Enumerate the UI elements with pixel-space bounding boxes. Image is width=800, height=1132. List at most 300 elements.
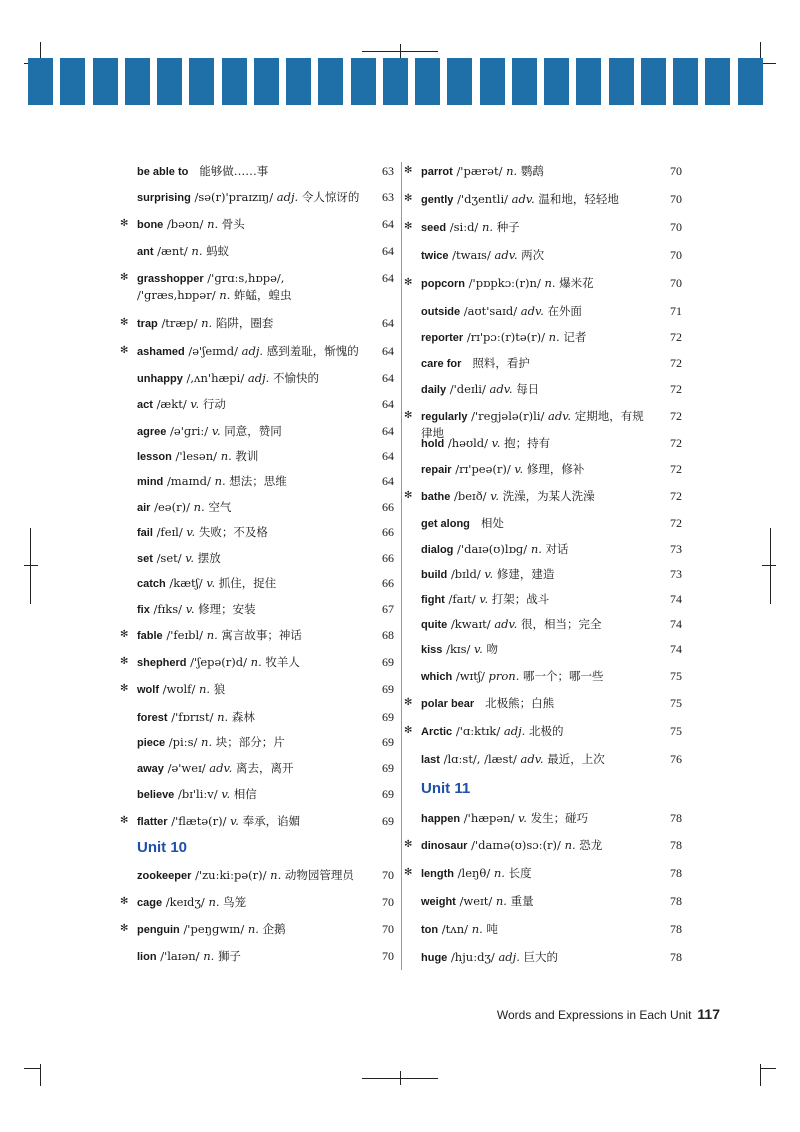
entry-page-number: 78 bbox=[670, 866, 682, 880]
entry-part-of-speech: v. bbox=[185, 551, 195, 565]
entry-word: wolf bbox=[137, 684, 159, 696]
entry-part-of-speech: n. bbox=[564, 838, 576, 852]
entry-meaning: 森林 bbox=[231, 710, 255, 724]
entry-part-of-speech: adv. bbox=[209, 761, 233, 775]
entry-part-of-speech: n. bbox=[548, 330, 560, 344]
entry-word: unhappy bbox=[137, 373, 183, 385]
entry-phonetic: /rɪ'peə(r)/ bbox=[455, 462, 511, 476]
entry-meaning: 能够做……事 bbox=[199, 164, 269, 178]
entry-phonetic: /ækt/ bbox=[156, 397, 187, 411]
entry-page-number: 64 bbox=[382, 474, 394, 488]
entry-phonetic: /tʌn/ bbox=[441, 922, 469, 936]
header-stripe bbox=[673, 58, 698, 105]
entry-page-number: 64 bbox=[382, 371, 394, 385]
key-word-star-icon: ✻ bbox=[120, 656, 129, 667]
key-word-star-icon: ✻ bbox=[120, 923, 129, 934]
key-word-star-icon: ✻ bbox=[404, 867, 413, 878]
entry-page-number: 72 bbox=[670, 462, 682, 476]
entry-part-of-speech: n. bbox=[206, 628, 218, 642]
entry-part-of-speech: n. bbox=[191, 244, 203, 258]
entry-word: huge bbox=[421, 952, 448, 964]
header-stripe bbox=[351, 58, 376, 105]
header-stripe bbox=[480, 58, 505, 105]
entry-meaning: 骨头 bbox=[221, 217, 245, 231]
entry-page-number: 69 bbox=[382, 682, 394, 696]
entry-part-of-speech: adv. bbox=[520, 304, 544, 318]
entry-word: happen bbox=[421, 813, 461, 825]
entry-word: be able to bbox=[137, 166, 189, 178]
entry-part-of-speech: n. bbox=[217, 710, 229, 724]
entry-word: catch bbox=[137, 578, 166, 590]
entry-meaning: 企鹅 bbox=[262, 922, 286, 936]
entry-meaning: 相信 bbox=[233, 787, 257, 801]
entry-word: bathe bbox=[421, 491, 451, 503]
entry-word: kiss bbox=[421, 644, 443, 656]
entry-phonetic: /kwaɪt/ bbox=[450, 617, 491, 631]
entry-word: ashamed bbox=[137, 346, 185, 358]
entry-meaning: 感到羞耻，惭愧的 bbox=[266, 344, 359, 358]
entry-word: regularly bbox=[421, 411, 468, 423]
entry-word: gently bbox=[421, 194, 454, 206]
entry-part-of-speech: adj. bbox=[498, 950, 520, 964]
entry-part-of-speech: pron. bbox=[488, 669, 520, 683]
entry-word: parrot bbox=[421, 166, 453, 178]
entry-word: flatter bbox=[137, 816, 168, 828]
entry-phonetic: /eə(r)/ bbox=[154, 500, 190, 514]
entry-part-of-speech: n. bbox=[193, 500, 205, 514]
key-word-star-icon: ✻ bbox=[404, 165, 413, 176]
key-word-star-icon: ✻ bbox=[120, 815, 129, 826]
entry-word: outside bbox=[421, 306, 461, 318]
entry-meaning: 教训 bbox=[235, 449, 259, 463]
entry-word: polar bear bbox=[421, 698, 475, 710]
header-stripe-band bbox=[24, 58, 766, 105]
entry-meaning: 恐龙 bbox=[579, 838, 603, 852]
entry-phonetic: /hjuːdʒ/ bbox=[450, 950, 495, 964]
entry-part-of-speech: n. bbox=[208, 895, 220, 909]
entry-phonetic: /sə(r)'praɪzɪŋ/ bbox=[194, 190, 274, 204]
entry-word: Arctic bbox=[421, 726, 453, 738]
entry-meaning: 洗澡，为某人洗澡 bbox=[502, 489, 595, 503]
entry-page-number: 67 bbox=[382, 602, 394, 616]
entry-part-of-speech: n. bbox=[506, 164, 518, 178]
entry-part-of-speech: v. bbox=[206, 576, 216, 590]
entry-page-number: 70 bbox=[670, 192, 682, 206]
entry-phonetic: /'daɪnə(ʊ)sɔː(r)/ bbox=[471, 838, 561, 852]
entry-phonetic: /feɪl/ bbox=[156, 525, 183, 539]
key-word-star-icon: ✻ bbox=[404, 193, 413, 204]
entry-part-of-speech: n. bbox=[544, 276, 556, 290]
entry-meaning: 哪一个；哪一些 bbox=[523, 669, 604, 683]
entry-page-number: 70 bbox=[382, 949, 394, 963]
entry-page-number: 78 bbox=[670, 811, 682, 825]
entry-page-number: 72 bbox=[670, 330, 682, 344]
column-divider bbox=[401, 162, 402, 970]
entry-word: penguin bbox=[137, 924, 180, 936]
entry-page-number: 66 bbox=[382, 576, 394, 590]
entry-page-number: 74 bbox=[670, 642, 682, 656]
entry-part-of-speech: n. bbox=[201, 735, 213, 749]
entry-word: fight bbox=[421, 594, 445, 606]
entry-meaning: 长度 bbox=[508, 866, 532, 880]
key-word-star-icon: ✻ bbox=[120, 683, 129, 694]
entry-phonetic: /twaɪs/ bbox=[452, 248, 491, 262]
entry-part-of-speech: adv. bbox=[511, 192, 535, 206]
entry-phonetic: /'ɑːktɪk/ bbox=[455, 724, 501, 738]
entry-page-number: 78 bbox=[670, 838, 682, 852]
entry-word: forest bbox=[137, 712, 168, 724]
entry-part-of-speech: n. bbox=[495, 894, 507, 908]
entry-word: fail bbox=[137, 527, 153, 539]
header-stripe bbox=[60, 58, 85, 105]
entry-page-number: 66 bbox=[382, 500, 394, 514]
key-word-star-icon: ✻ bbox=[404, 277, 413, 288]
entry-meaning: 北极的 bbox=[529, 724, 564, 738]
entry-word: lion bbox=[137, 951, 157, 963]
entry-meaning: 打架；战斗 bbox=[491, 592, 550, 606]
header-stripe bbox=[641, 58, 666, 105]
entry-phonetic: /weɪt/ bbox=[459, 894, 493, 908]
header-stripe bbox=[318, 58, 343, 105]
entry-meaning: 两次 bbox=[521, 248, 545, 262]
entry-phonetic: /keɪdʒ/ bbox=[165, 895, 205, 909]
entry-meaning: 修建，建造 bbox=[496, 567, 555, 581]
entry-phonetic: /faɪt/ bbox=[448, 592, 476, 606]
entry-part-of-speech: n. bbox=[493, 866, 505, 880]
unit-heading: Unit 11 bbox=[421, 780, 471, 797]
entry-page-number: 70 bbox=[670, 248, 682, 262]
key-word-star-icon: ✻ bbox=[120, 272, 129, 283]
header-stripe bbox=[544, 58, 569, 105]
entry-page-number: 63 bbox=[382, 164, 394, 178]
entry-meaning: 牧羊人 bbox=[265, 655, 300, 669]
entry-phonetic: /,ʌn'hæpi/ bbox=[186, 371, 245, 385]
entry-phonetic: /piːs/ bbox=[168, 735, 198, 749]
entry-part-of-speech: v. bbox=[484, 567, 494, 581]
key-word-star-icon: ✻ bbox=[404, 221, 413, 232]
entry-word: fix bbox=[137, 604, 150, 616]
entry-meaning: 相处 bbox=[480, 516, 504, 530]
entry-meaning: 同意，赞同 bbox=[224, 424, 282, 438]
entry-word: care for bbox=[421, 358, 462, 370]
entry-meaning: 吻 bbox=[486, 642, 498, 656]
entry-part-of-speech: adv. bbox=[494, 248, 518, 262]
entry-word: length bbox=[421, 868, 454, 880]
key-word-star-icon: ✻ bbox=[404, 410, 413, 421]
entry-page-number: 66 bbox=[382, 551, 394, 565]
entry-meaning: 摆放 bbox=[197, 551, 221, 565]
entry-word: fable bbox=[137, 630, 163, 642]
entry-part-of-speech: n. bbox=[481, 220, 494, 234]
header-stripe bbox=[254, 58, 279, 105]
header-stripe bbox=[125, 58, 150, 105]
entry-meaning: 陷阱，圈套 bbox=[215, 316, 274, 330]
entry-part-of-speech: n. bbox=[247, 922, 259, 936]
entry-page-number: 73 bbox=[670, 542, 682, 556]
entry-part-of-speech: v. bbox=[479, 592, 489, 606]
entry-part-of-speech: adv. bbox=[489, 382, 513, 396]
entry-word: weight bbox=[421, 896, 456, 908]
entry-phonetic: /træp/ bbox=[161, 316, 198, 330]
entry-word: daily bbox=[421, 384, 447, 396]
entry-part-of-speech: adj. bbox=[241, 344, 264, 358]
entry-phonetic: /ə'weɪ/ bbox=[167, 761, 206, 775]
entry-page-number: 66 bbox=[382, 525, 394, 539]
entry-meaning: 修理，修补 bbox=[526, 462, 585, 476]
entry-meaning: 在外面 bbox=[547, 304, 582, 318]
entry-phonetic: /bɪld/ bbox=[450, 567, 481, 581]
entry-part-of-speech: n. bbox=[530, 542, 542, 556]
key-word-star-icon: ✻ bbox=[404, 725, 413, 736]
entry-meaning: 令人惊讶的 bbox=[301, 190, 360, 204]
header-stripe bbox=[512, 58, 537, 105]
entry-phonetic: /'lesən/ bbox=[175, 449, 218, 463]
entry-page-number: 64 bbox=[382, 397, 394, 411]
entry-part-of-speech: v. bbox=[518, 811, 527, 825]
entry-word: zookeeper bbox=[137, 870, 192, 882]
entry-word: air bbox=[137, 502, 151, 514]
entry-phonetic: /'deɪli/ bbox=[449, 382, 486, 396]
entry-page-number: 70 bbox=[670, 276, 682, 290]
entry-meaning: 修理；安装 bbox=[198, 602, 256, 616]
entry-meaning: 最近，上次 bbox=[547, 752, 605, 766]
entry-page-number: 72 bbox=[670, 436, 682, 450]
entry-phonetic: /ə'ɡriː/ bbox=[170, 424, 209, 438]
entry-meaning: 蚱蜢，蝗虫 bbox=[233, 288, 292, 302]
entry-page-number: 70 bbox=[382, 895, 394, 909]
entry-meaning: 照料，看护 bbox=[472, 356, 530, 370]
key-word-star-icon: ✻ bbox=[120, 317, 129, 328]
entry-meaning: 爆米花 bbox=[559, 276, 594, 290]
entry-phonetic: /'ɡrɑːs,hɒpə/, /'ɡræs,hɒpər/ bbox=[137, 271, 285, 302]
entry-part-of-speech: adj. bbox=[276, 190, 299, 204]
entry-part-of-speech: n. bbox=[201, 316, 213, 330]
entry-phonetic: /wɪtʃ/ bbox=[455, 669, 485, 683]
entry-meaning: 动物园管理员 bbox=[284, 868, 354, 882]
entry-meaning: 奉承，谄媚 bbox=[242, 814, 301, 828]
key-word-star-icon: ✻ bbox=[404, 839, 413, 850]
entry-page-number: 73 bbox=[670, 567, 682, 581]
key-word-star-icon: ✻ bbox=[120, 218, 129, 229]
entry-phonetic: /'ʃepə(r)d/ bbox=[190, 655, 248, 669]
header-stripe bbox=[189, 58, 214, 105]
entry-meaning: 北极熊；白熊 bbox=[485, 696, 555, 710]
entry-word: which bbox=[421, 671, 453, 683]
entry-part-of-speech: v. bbox=[474, 642, 483, 656]
entry-phonetic: /siːd/ bbox=[449, 220, 479, 234]
footer-title: Words and Expressions in Each Unit bbox=[496, 1008, 692, 1022]
header-stripe bbox=[447, 58, 472, 105]
entry-meaning: 定期地，有规律地 bbox=[421, 409, 644, 440]
entry-page-number: 75 bbox=[670, 669, 682, 683]
entry-phonetic: /həʊld/ bbox=[447, 436, 489, 450]
entry-page-number: 71 bbox=[670, 304, 682, 318]
entry-page-number: 74 bbox=[670, 617, 682, 631]
entry-word: set bbox=[137, 553, 153, 565]
entry-word: last bbox=[421, 754, 440, 766]
entry-phonetic: /'laɪən/ bbox=[160, 949, 200, 963]
entry-part-of-speech: adj. bbox=[503, 724, 526, 738]
entry-part-of-speech: v. bbox=[514, 462, 524, 476]
entry-phonetic: /kɪs/ bbox=[446, 642, 471, 656]
entry-page-number: 64 bbox=[382, 244, 394, 258]
page-number: 117 bbox=[697, 1006, 720, 1022]
entry-page-number: 64 bbox=[382, 344, 394, 358]
entry-page-number: 64 bbox=[382, 217, 394, 231]
entry-part-of-speech: n. bbox=[203, 949, 215, 963]
entry-phonetic: /maɪnd/ bbox=[166, 474, 211, 488]
entry-page-number: 63 bbox=[382, 190, 394, 204]
entry-part-of-speech: adj. bbox=[247, 371, 270, 385]
header-stripe bbox=[415, 58, 440, 105]
header-stripe bbox=[286, 58, 311, 105]
entry-page-number: 64 bbox=[382, 271, 394, 285]
key-word-star-icon: ✻ bbox=[404, 490, 413, 501]
entry-word: away bbox=[137, 763, 164, 775]
entry-word: believe bbox=[137, 789, 175, 801]
entry-phonetic: /rɪ'pɔː(r)tə(r)/ bbox=[466, 330, 545, 344]
header-stripe bbox=[222, 58, 247, 105]
entry-page-number: 70 bbox=[382, 922, 394, 936]
entry-meaning: 很，相当；完全 bbox=[520, 617, 602, 631]
entry-meaning: 失败；不及格 bbox=[198, 525, 268, 539]
entry-word: seed bbox=[421, 222, 447, 234]
entry-part-of-speech: v. bbox=[190, 397, 200, 411]
entry-phonetic: /'hæpən/ bbox=[463, 811, 515, 825]
entry-page-number: 70 bbox=[382, 868, 394, 882]
entry-word: dialog bbox=[421, 544, 454, 556]
entry-meaning: 抱；持有 bbox=[504, 436, 551, 450]
key-word-star-icon: ✻ bbox=[120, 629, 129, 640]
entry-page-number: 72 bbox=[670, 382, 682, 396]
entry-page-number: 69 bbox=[382, 735, 394, 749]
entry-phonetic: /'reɡjələ(r)li/ bbox=[471, 409, 545, 423]
entry-meaning: 鹦鹉 bbox=[520, 164, 544, 178]
entry-word: ton bbox=[421, 924, 439, 936]
header-stripe bbox=[93, 58, 118, 105]
entry-phonetic: /lɑːst/, /læst/ bbox=[443, 752, 517, 766]
entry-page-number: 64 bbox=[382, 424, 394, 438]
entry-meaning: 吨 bbox=[486, 922, 498, 936]
entry-word: get along bbox=[421, 518, 470, 530]
entry-phonetic: /'pærət/ bbox=[456, 164, 503, 178]
entry-meaning: 蚂蚁 bbox=[206, 244, 230, 258]
entry-meaning: 寓言故事；神话 bbox=[221, 628, 302, 642]
entry-page-number: 69 bbox=[382, 710, 394, 724]
entry-meaning: 狮子 bbox=[217, 949, 241, 963]
entry-page-number: 64 bbox=[382, 449, 394, 463]
entry-page-number: 69 bbox=[382, 787, 394, 801]
entry-word: build bbox=[421, 569, 448, 581]
entry-page-number: 72 bbox=[670, 516, 682, 530]
entry-part-of-speech: v. bbox=[491, 436, 501, 450]
header-stripe bbox=[576, 58, 601, 105]
header-stripe bbox=[705, 58, 730, 105]
entry-part-of-speech: n. bbox=[214, 474, 226, 488]
entry-page-number: 78 bbox=[670, 950, 682, 964]
entry-page-number: 76 bbox=[670, 752, 682, 766]
entry-page-number: 74 bbox=[670, 592, 682, 606]
entry-word: popcorn bbox=[421, 278, 465, 290]
entry-phonetic: /bɪ'liːv/ bbox=[177, 787, 218, 801]
entry-part-of-speech: n. bbox=[471, 922, 483, 936]
entry-part-of-speech: v. bbox=[211, 424, 221, 438]
entry-phonetic: /set/ bbox=[156, 551, 182, 565]
entry-meaning: 想法；思维 bbox=[229, 474, 287, 488]
entry-part-of-speech: adv. bbox=[494, 617, 518, 631]
entry-meaning: 行动 bbox=[202, 397, 226, 411]
entry-phonetic: /ænt/ bbox=[157, 244, 188, 258]
entry-meaning: 重量 bbox=[510, 894, 534, 908]
entry-phonetic: /'dʒentli/ bbox=[457, 192, 509, 206]
entry-part-of-speech: n. bbox=[220, 449, 232, 463]
entry-page-number: 78 bbox=[670, 894, 682, 908]
entry-page-number: 72 bbox=[670, 489, 682, 503]
entry-meaning: 狼 bbox=[213, 682, 226, 696]
entry-phonetic: /beɪð/ bbox=[454, 489, 487, 503]
entry-word: agree bbox=[137, 426, 167, 438]
entry-part-of-speech: v. bbox=[185, 602, 195, 616]
entry-phonetic: /wʊlf/ bbox=[162, 682, 196, 696]
entry-word: surprising bbox=[137, 192, 191, 204]
entry-word: quite bbox=[421, 619, 448, 631]
header-stripe bbox=[383, 58, 408, 105]
entry-meaning: 块；部分；片 bbox=[215, 735, 285, 749]
entry-meaning: 离去，离开 bbox=[235, 761, 294, 775]
entry-part-of-speech: n. bbox=[250, 655, 262, 669]
vocab-entry bbox=[120, 270, 394, 302]
key-word-star-icon: ✻ bbox=[120, 896, 129, 907]
entry-phonetic: /'feɪbl/ bbox=[166, 628, 204, 642]
entry-word: hold bbox=[421, 438, 445, 450]
header-stripe bbox=[28, 58, 53, 105]
entry-meaning: 空气 bbox=[208, 500, 232, 514]
entry-page-number: 75 bbox=[670, 724, 682, 738]
entry-meaning: 温和地，轻轻地 bbox=[538, 192, 619, 206]
entry-word: cage bbox=[137, 897, 163, 909]
entry-word: act bbox=[137, 399, 153, 411]
entry-page-number: 69 bbox=[382, 761, 394, 775]
entry-page-number: 70 bbox=[670, 220, 682, 234]
entry-page-number: 70 bbox=[670, 164, 682, 178]
entry-word: bone bbox=[137, 219, 164, 231]
entry-part-of-speech: v. bbox=[186, 525, 196, 539]
entry-meaning: 抓住，捉住 bbox=[218, 576, 277, 590]
entry-phonetic: /kætʃ/ bbox=[169, 576, 203, 590]
page-footer bbox=[497, 1006, 720, 1022]
entry-page-number: 75 bbox=[670, 696, 682, 710]
entry-page-number: 72 bbox=[670, 356, 682, 370]
entry-part-of-speech: v. bbox=[221, 787, 231, 801]
entry-word: lesson bbox=[137, 451, 172, 463]
entry-page-number: 68 bbox=[382, 628, 394, 642]
entry-word: mind bbox=[137, 476, 164, 488]
entry-meaning: 不愉快的 bbox=[273, 371, 319, 385]
entry-phonetic: /ə'ʃeɪmd/ bbox=[188, 344, 238, 358]
entry-meaning: 对话 bbox=[545, 542, 569, 556]
entry-part-of-speech: n. bbox=[219, 288, 231, 302]
entry-word: shepherd bbox=[137, 657, 187, 669]
entry-page-number: 69 bbox=[382, 814, 394, 828]
entry-meaning: 发生；碰巧 bbox=[530, 811, 589, 825]
entry-word: dinosaur bbox=[421, 840, 468, 852]
entry-meaning: 种子 bbox=[496, 220, 520, 234]
entry-phonetic: /'fɒrɪst/ bbox=[171, 710, 214, 724]
entry-phonetic: /'daɪə(ʊ)lɒɡ/ bbox=[457, 542, 528, 556]
entry-page-number: 72 bbox=[670, 409, 682, 423]
key-word-star-icon: ✻ bbox=[404, 697, 413, 708]
entry-meaning: 巨大的 bbox=[523, 950, 559, 964]
